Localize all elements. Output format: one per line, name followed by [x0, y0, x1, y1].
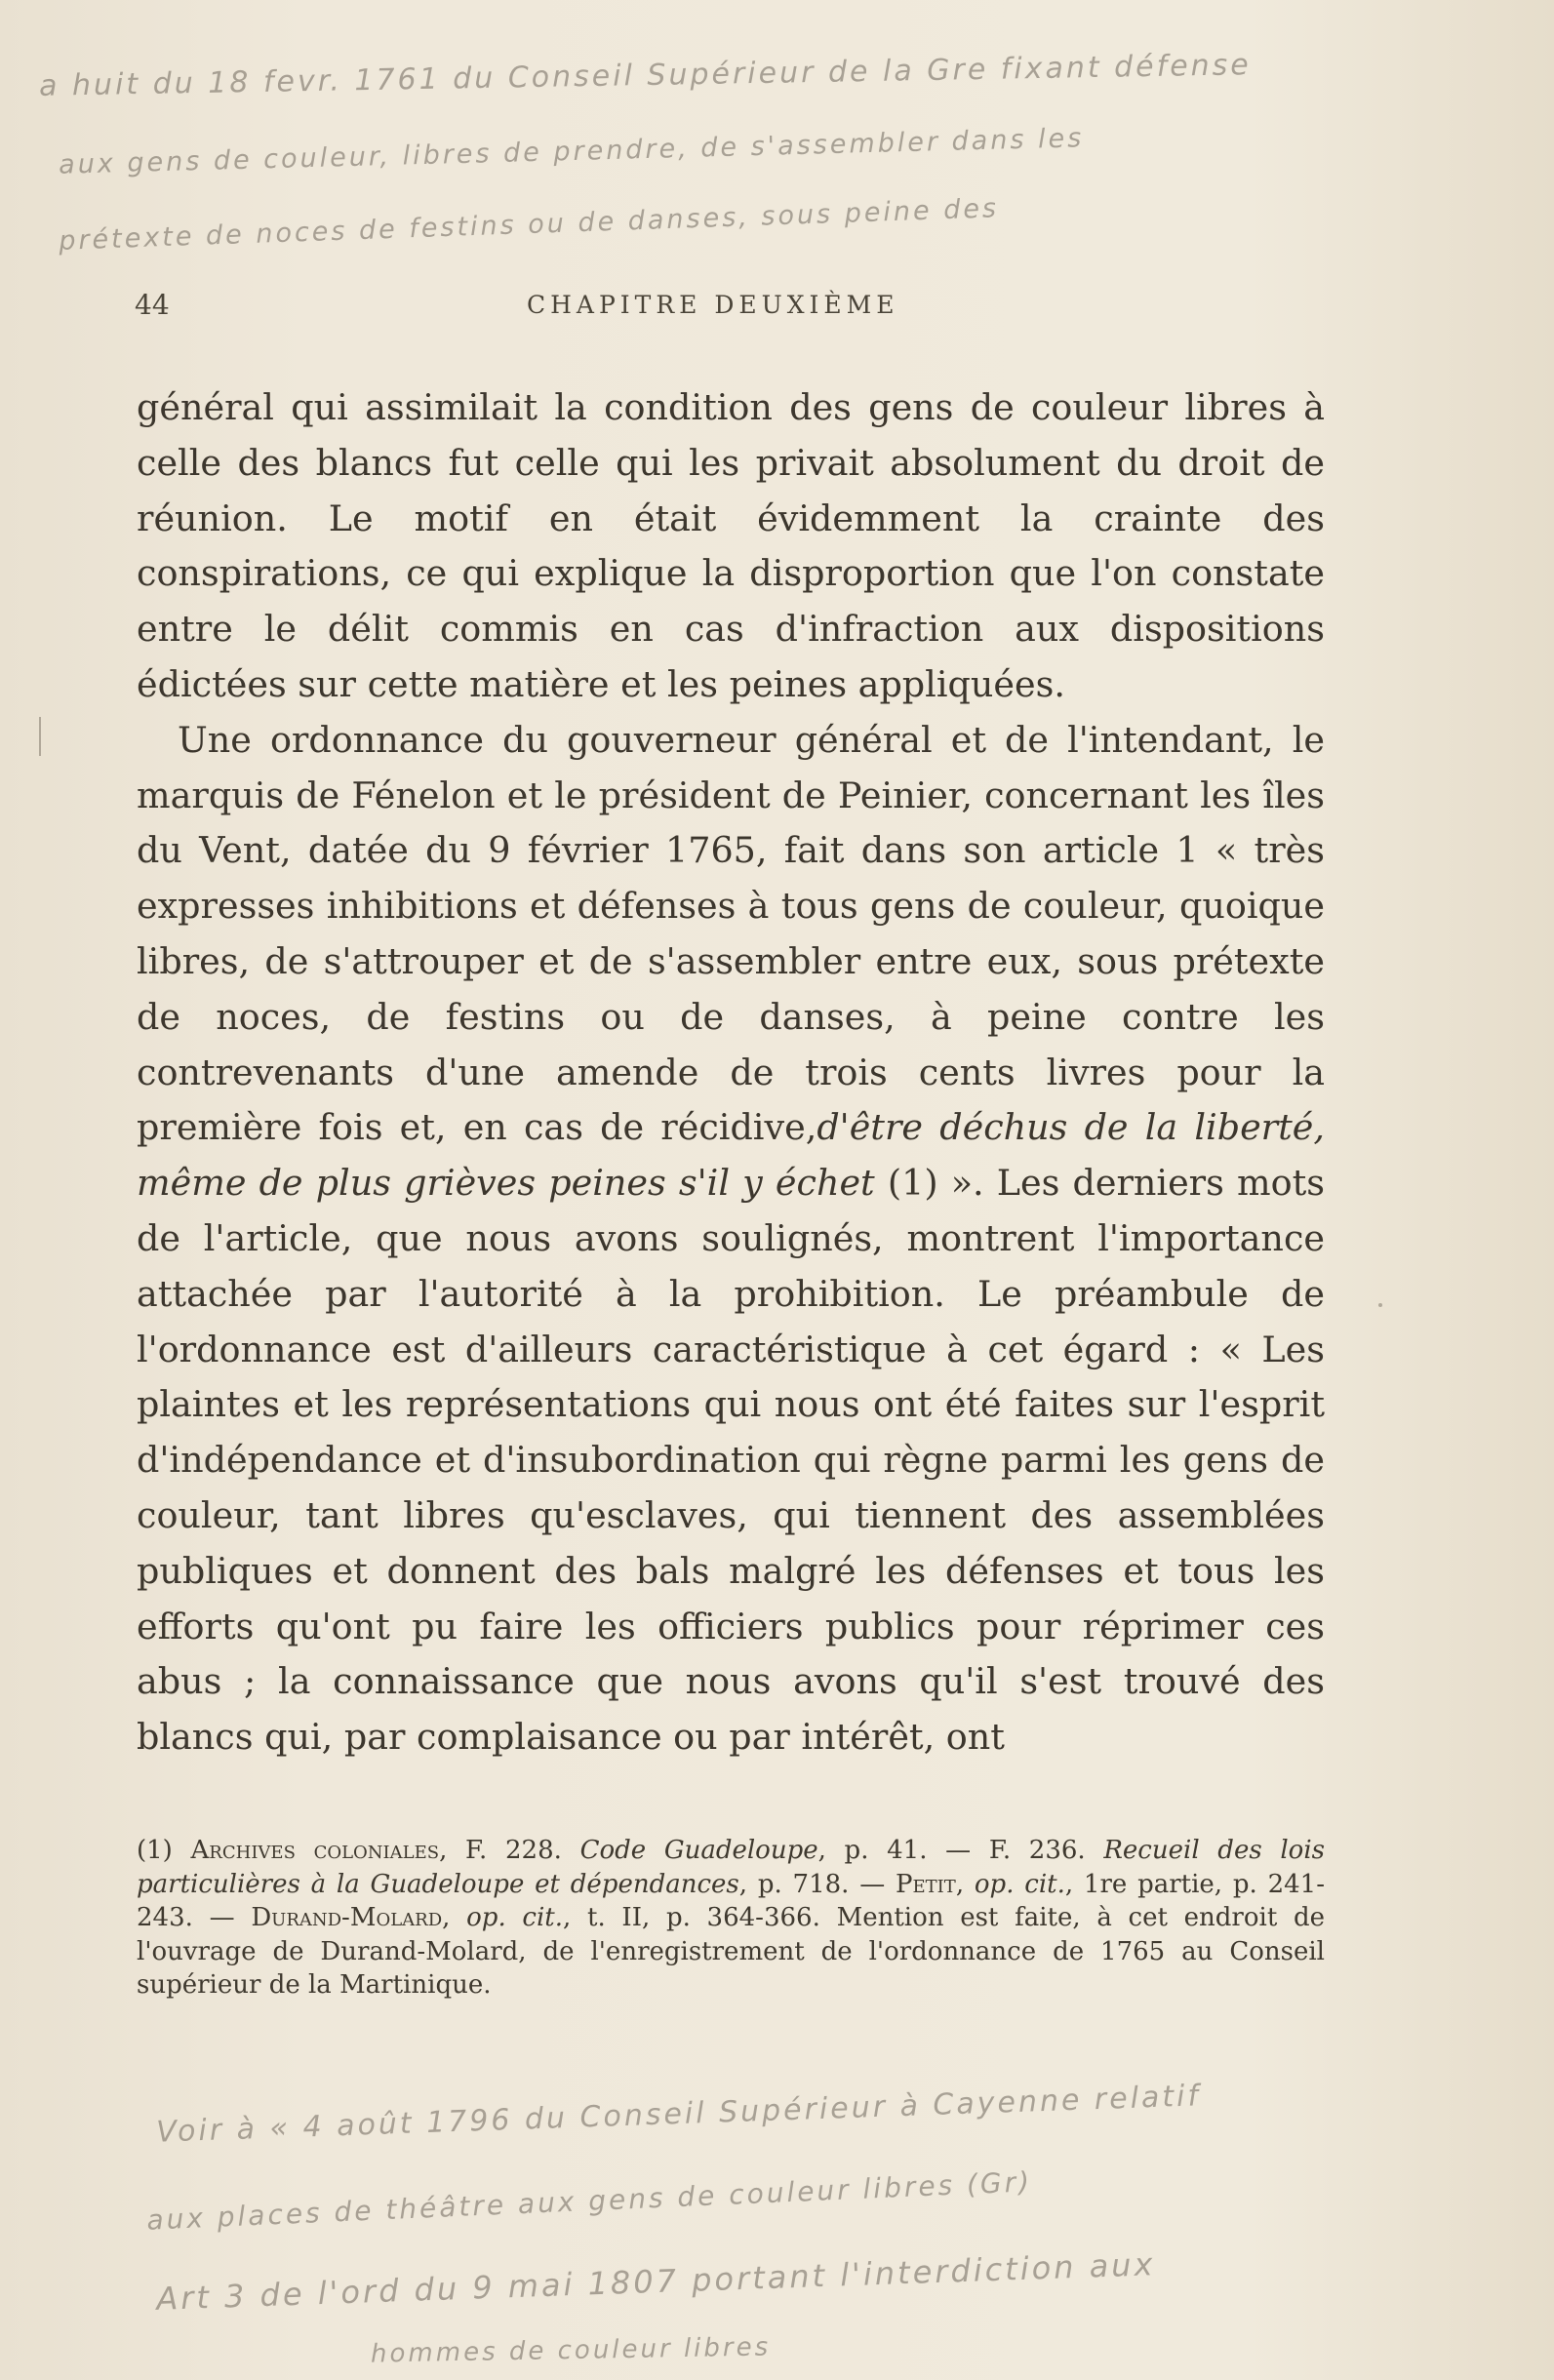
footnote-op-cit: op. cit.: [974, 1869, 1065, 1899]
handwritten-note-bottom-4: hommes de couleur libres: [370, 2332, 772, 2369]
footnote-ref: (1) ».: [874, 1162, 984, 1205]
paragraph-2-end: Les derniers mots de l'article, que nous avons soulignés, montrent l'importance attachée par l'autorité à la prohibition. Le préambule de l'ordonnance est d'ailleurs caractéristique à cet égard : « Les plaintes et les représentations qui nous ont été faites sur l'esprit d'indépendance et d'insubordination qui règne parmi les gens de couleur, tant libres qu'esclaves, qui tiennent des assemblées publiques et donnent des bals malgré les défenses et tous les efforts qu'ont pu faire les officiers publics pour réprimer ces abus ; la connaissance que nous avons qu'il s'est trouvé des blancs qui, par complaisance ou par intérêt, ont: [137, 1162, 1325, 1759]
handwritten-note-top-2: aux gens de couleur, libres de prendre, de s'assembler dans les: [58, 123, 1085, 180]
handwritten-note-top-1: a huit du 18 fevr. 1761 du Conseil Supérieur de la Gre fixant défense: [38, 48, 1253, 103]
margin-dot: [1378, 1303, 1382, 1307]
running-head: CHAPITRE DEUXIÈME: [527, 291, 899, 319]
footnote-1: [137, 1834, 1325, 2003]
footnote-recueil-title: Recueil des lois particulières à la Guadeloupe et dépendances: [137, 1836, 1325, 1899]
paragraph-2: [137, 713, 1325, 1765]
footnote-text: , t. II, p. 364-366. Mention est faite, à cet endroit de l'ouvrage de Durand-Molard, de l'enregistrement de l'ordonnance de 1765 au Conseil supérieur de la Martinique.: [137, 1903, 1326, 2000]
footnote-author-petit: Petit: [896, 1869, 956, 1899]
footnote-text: ,: [955, 1869, 975, 1899]
footnote-archives: Archives coloniales: [190, 1836, 440, 1865]
footnote-op-cit: op. cit.: [466, 1903, 564, 1932]
footnote-text: , p. 41. — F. 236.: [817, 1836, 1104, 1865]
handwritten-note-bottom-1: Voir à « 4 août 1796 du Conseil Supérieur à Cayenne relatif: [155, 2079, 1202, 2150]
footnote-text: ,: [442, 1903, 467, 1932]
footnote-marker: (1): [137, 1836, 191, 1865]
footnote-author-durand: Durand-Molard: [251, 1903, 443, 1932]
handwritten-note-bottom-2: aux places de théâtre aux gens de couleur libres (Gr): [145, 2165, 1033, 2237]
footnote-text: , F. 228.: [439, 1836, 580, 1865]
page-number: 44: [135, 289, 170, 321]
underlined-quote: d'être déchus de la liberté, même de plus grièves peines s'il y échet: [137, 1106, 1325, 1205]
paragraph-2-start: Une ordonnance du gouverneur général et de l'intendant, le marquis de Fénelon et le président de Peinier, concernant les îles du Vent, datée du 9 février 1765, fait dans son article 1 « très expresses inhibitions et défenses à tous gens de couleur, quoique libres, de s'attrouper et de s'assembler entre eux, sous prétexte de noces, de festins ou de danses, à peine contre les contrevenants d'une amende de trois cents livres pour la première fois et, en cas de récidive,: [137, 718, 1325, 1149]
margin-mark: [39, 717, 41, 756]
body-text: [137, 380, 1325, 1765]
footnote-code-title: Code Guadeloupe: [579, 1836, 818, 1865]
footnote-text: , 1re partie, p. 241-243. —: [137, 1869, 1326, 1932]
handwritten-note-top-3: prétexte de noces de festins ou de danses, sous peine des: [58, 193, 1000, 257]
footnote-text: , p. 718. —: [738, 1869, 897, 1899]
handwritten-note-bottom-3: Art 3 de l'ord du 9 mai 1807 portant l'interdiction aux: [155, 2245, 1157, 2318]
paragraph-1: général qui assimilait la condition des gens de couleur libres à celle des blancs fut celle qui les privait absolument du droit de réunion. Le motif en était évidemment la crainte des conspirations, ce qui explique la disproportion que l'on constate entre le délit commis en cas d'infraction aux dispositions édictées sur cette matière et les peines appliquées.: [137, 386, 1325, 705]
footnotes: [137, 1834, 1325, 2003]
